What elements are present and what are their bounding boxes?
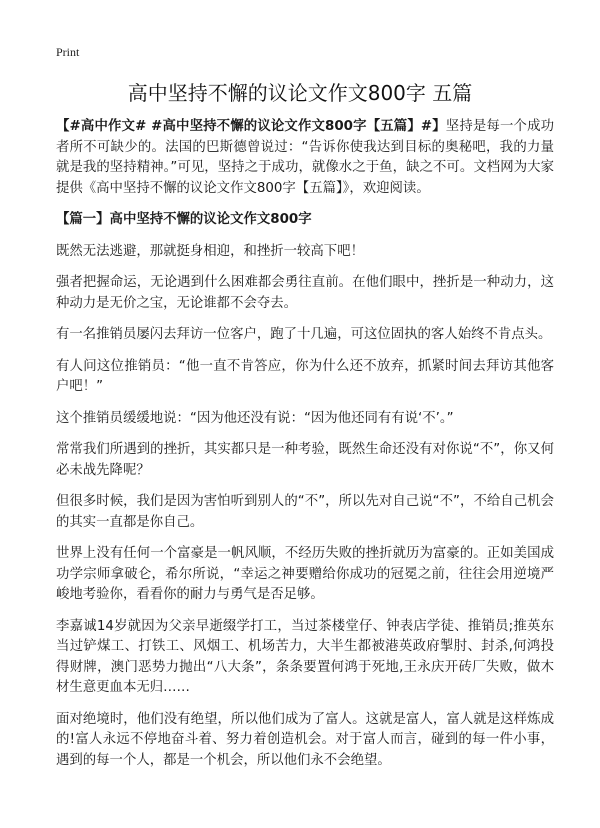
paragraph: 常常我们所遇到的挫折，其实都只是一种考验，既然生命还没有对你说“不”，你又何必未战先降呢？	[56, 442, 554, 478]
article-body	[56, 117, 554, 782]
paragraph: 有人问这位推销员：“他一直不肯答应，你为什么还不放弃，抓紧时间去拜访其他客户吧！”	[56, 358, 554, 394]
paragraph: 面对绝境时，他们没有绝望，所以他们成为了富人。这就是富人，富人就是这样炼成的!富人永远不停地奋斗着、努力着创造机会。对于富人而言，碰到的每一件小事，遇到的每一个人，都是一个机会，所以他们永不会绝望。	[56, 711, 554, 768]
paragraph: 这个推销员缓缓地说：“因为他还没有说：“因为他还同有有说‘不’。”	[56, 410, 454, 426]
print-link[interactable]: Print	[56, 45, 80, 59]
page-title: 高中坚持不懈的议论文作文800字 五篇	[127, 81, 473, 105]
paragraph: 有一名推销员屡闪去拜访一位客户，跑了十几遍，可这位固执的客人始终不肯点头。	[56, 327, 552, 342]
intro-paragraph	[56, 117, 554, 199]
paragraph: 世界上没有任何一个富豪是一帆风顺，不经历失败的挫折就历为富豪的。正如美国成功学宗师拿破仑，希尔所说，“幸运之神要赠给你成功的冠冕之前，往往会用逆境严峻地考验你，看看你的耐力与勇气是否足够。	[56, 546, 554, 602]
paragraph: 李嘉诚14岁就因为父亲早逝缀学打工，当过茶楼堂仔、钟表店学徒、推销员;推英东当过铲煤工、打铁工、风烟工、机场苦力，大半生都被港英政府掣肘、封杀,何鸿投得财牌，澳门恶势力抛出“八大条”，条条要置何鸿于死地,王永庆开砖厂失败，做木材生意更血本无归……	[56, 618, 554, 695]
intro-text: 坚持是每一个成功者所不可缺少的。法国的巴斯德曾说过：“告诉你使我达到目标的奥秘吧，我的力量就是我的坚持精神。”可见，坚持之于成功，就像水之于鱼，缺之不可。文档网为大家提供《高中坚持不懈的议论文作文800字【五篇】》，欢迎阅读。	[56, 119, 554, 196]
paragraph: 强者把握命运，无论遇到什么困难都会勇往直前。在他们眼中，挫折是一种动力，这种动力是无价之宝，无论谁都不会夺去。	[56, 275, 554, 311]
section-heading: 【篇一】高中坚持不懈的议论文作文800字	[56, 212, 312, 227]
paragraph: 既然无法逃避，那就挺身相迎，和挫折一较高下吧！	[56, 243, 364, 259]
intro-tag: 【#高中作文# #高中坚持不懈的议论文作文800字【五篇】#】	[56, 119, 446, 134]
paragraph: 但很多时候，我们是因为害怕听到别人的“不”，所以先对自己说“不”，不给自己机会的其实一直都是你自己。	[56, 494, 554, 530]
